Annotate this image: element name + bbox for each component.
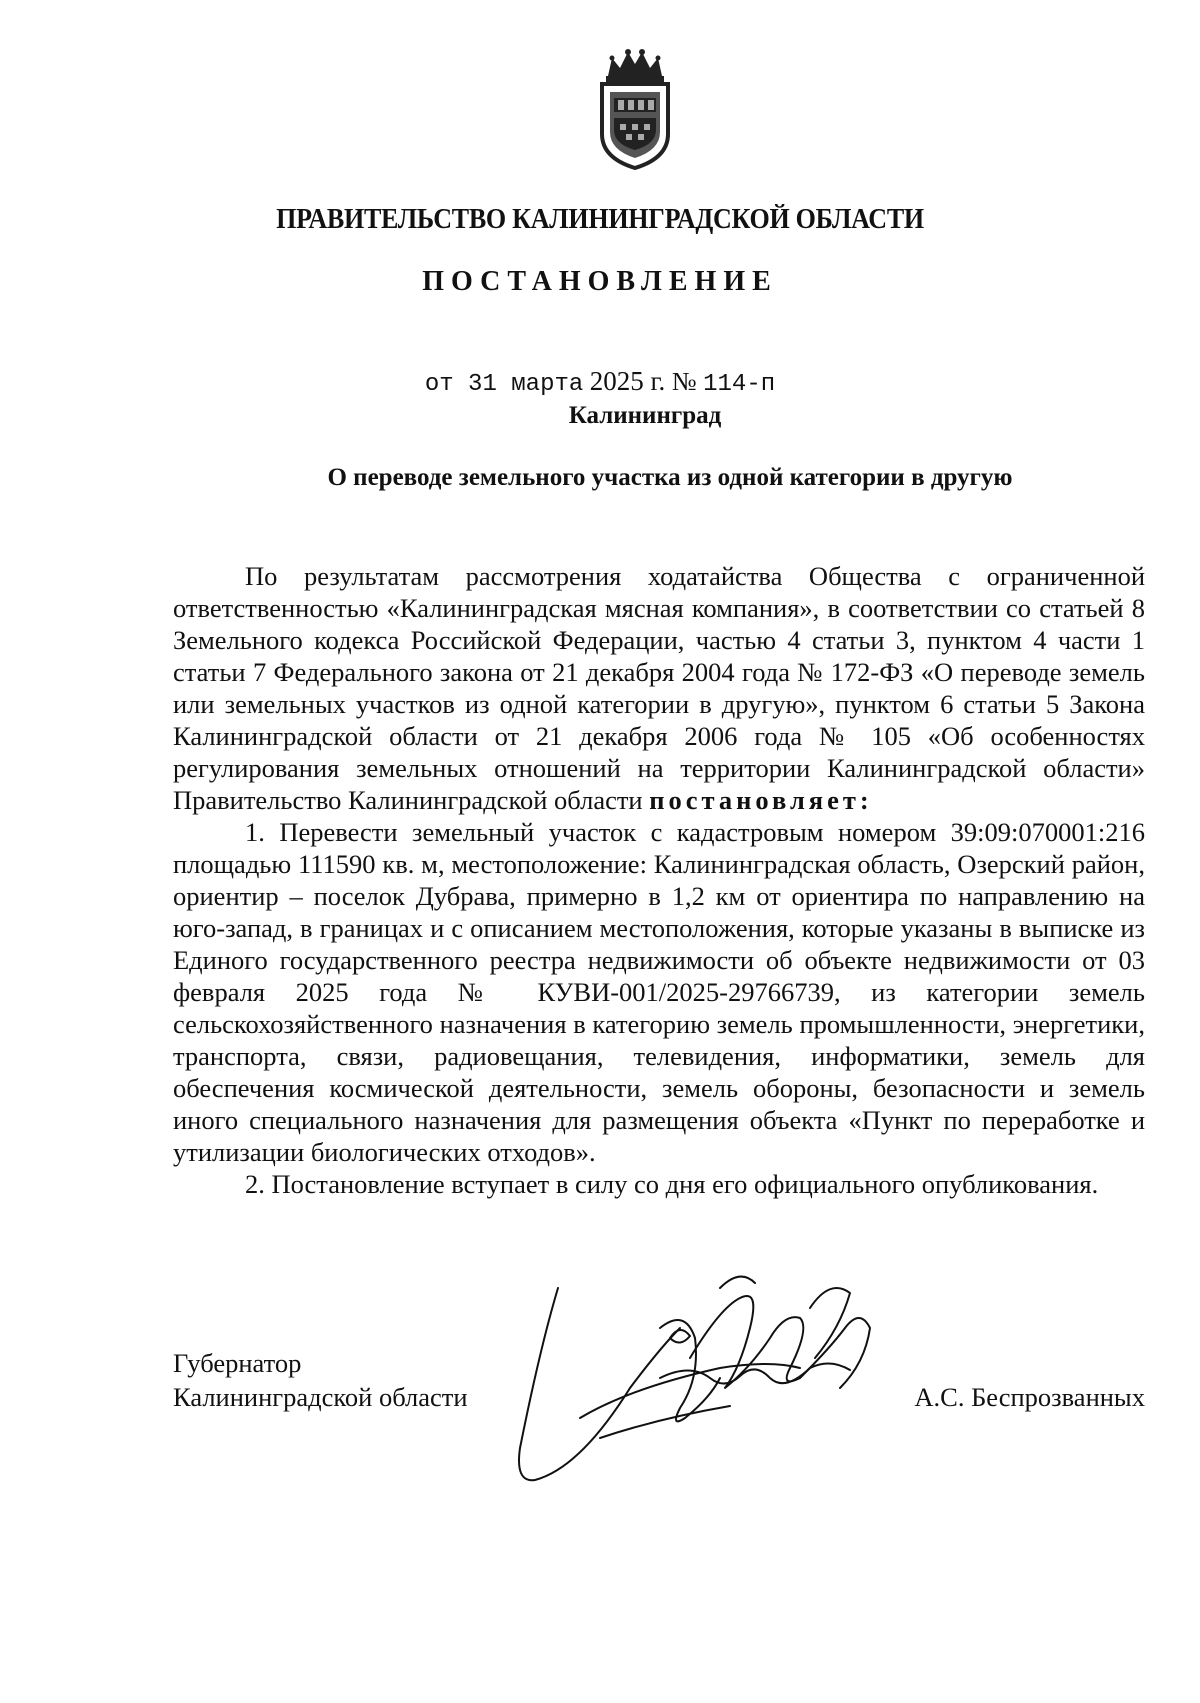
document-year: 2025 г. bbox=[589, 366, 666, 396]
decree-word: постановляет: bbox=[649, 785, 873, 815]
signer-position-line-2: Калининградской области bbox=[173, 1382, 468, 1412]
document-date: от 31 марта bbox=[424, 371, 584, 398]
document-number: 114-п bbox=[703, 371, 776, 398]
handwritten-signature bbox=[510, 1268, 950, 1498]
signer-position-line-1: Губернатор bbox=[173, 1348, 302, 1378]
document-body bbox=[173, 560, 1145, 1200]
organization-title: ПРАВИТЕЛЬСТВО КАЛИНИНГРАДСКОЙ ОБЛАСТИ bbox=[276, 204, 924, 235]
coat-of-arms-emblem bbox=[588, 46, 682, 172]
item-1-paragraph: 1. Перевести земельный участок с кадастровым номером 39:09:070001:216 площадью 111590 кв. м, местоположение: Калининградская область, Озерский район, ориентир – поселок Дубрава, примерно в 1,2 км от ориентира по направлению на юго-запад, в границах и с описанием местоположения, которые указаны в выписке из Единого государственного реестра недвижимости об объекте недвижимости от 03 февраля 2025 года № КУВИ-001/2025-29766739, из категории земель сельскохозяйственного назначения в категорию земель промышленности, энергетики, транспорта, связи, радиовещания, телевидения, информатики, земель для обеспечения космической деятельности, земель обороны, безопасности и земель иного специального назначения для размещения объекта «Пункт по переработке и утилизации биологических отходов». bbox=[173, 817, 1145, 1167]
signer-name: А.С. Беспрозванных bbox=[914, 1382, 1145, 1412]
intro-paragraph bbox=[173, 560, 1145, 816]
document-date-number bbox=[0, 366, 1200, 398]
signer-position bbox=[173, 1346, 468, 1414]
document-type-title: ПОСТАНОВЛЕНИЕ bbox=[422, 266, 778, 297]
item-2-paragraph: 2. Постановление вступает в силу со дня его официального опубликования. bbox=[245, 1169, 1099, 1199]
intro-text: По результатам рассмотрения ходатайства Общества с ограниченной ответственностью «Калининградская мясная компания», в соответствии со статьей 8 Земельного кодекса Российской Федерации, частью 4 статьи 3, пунктом 4 части 1 статьи 7 Федерального закона от 21 декабря 2004 года № 172-ФЗ «О переводе земель или земельных участков из одной категории в другую», пунктом 6 статьи 5 Закона Калининградской области от 21 декабря 2006 года № 105 «Об особенностях регулирования земельных отношений на территории Калининградской области» Правительство Калининградской области bbox=[173, 561, 1145, 815]
city-name: Калининград bbox=[568, 402, 722, 429]
document-subject: О переводе земельного участка из одной категории в другую bbox=[327, 464, 1013, 491]
number-sign: № bbox=[671, 367, 697, 396]
